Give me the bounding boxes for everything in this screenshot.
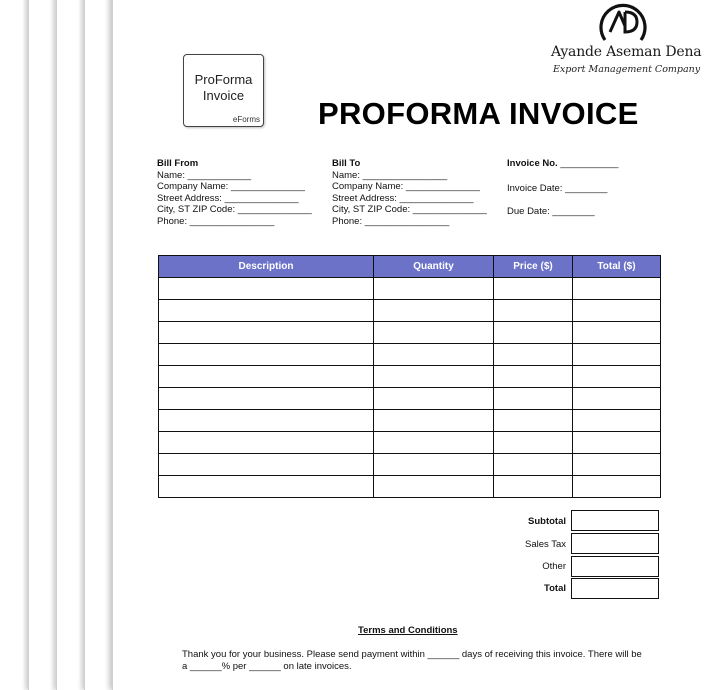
company-tagline: Export Management Company [553, 64, 701, 75]
table-row [159, 476, 661, 498]
total-cell[interactable] [573, 388, 661, 410]
bill-to-heading: Bill To [332, 158, 361, 169]
table-row [159, 410, 661, 432]
total-label: Total [544, 583, 566, 594]
other-label: Other [542, 561, 566, 572]
price-cell[interactable] [494, 410, 573, 432]
proforma-badge [183, 54, 264, 127]
description-cell[interactable] [159, 388, 374, 410]
quantity-cell[interactable] [374, 410, 494, 432]
price-cell[interactable] [494, 476, 573, 498]
total-cell[interactable] [573, 410, 661, 432]
terms-text: Thank you for your business. Please send payment within ______ days of receiving this invoice. There will be a ______% per ______ on late invoices. [182, 649, 642, 672]
quantity-cell[interactable] [374, 322, 494, 344]
column-header-price: Price ($) [494, 256, 573, 278]
total-cell[interactable] [573, 300, 661, 322]
price-cell[interactable] [494, 278, 573, 300]
quantity-cell[interactable] [374, 454, 494, 476]
table-row [159, 366, 661, 388]
table-row [159, 454, 661, 476]
invoice-number-label: Invoice No. [507, 158, 558, 169]
description-cell[interactable] [159, 454, 374, 476]
description-cell[interactable] [159, 476, 374, 498]
badge-title [184, 72, 263, 104]
table-row [159, 388, 661, 410]
quantity-cell[interactable] [374, 476, 494, 498]
table-row [159, 344, 661, 366]
due-date-field[interactable]: Due Date: ________ [507, 206, 595, 217]
total-cell[interactable] [573, 366, 661, 388]
description-cell[interactable] [159, 432, 374, 454]
invoice-date-field[interactable]: Invoice Date: ________ [507, 183, 608, 194]
description-cell[interactable] [159, 300, 374, 322]
total-cell[interactable] [573, 278, 661, 300]
badge-title-line2: Invoice [202, 88, 245, 103]
price-cell[interactable] [494, 344, 573, 366]
total-cell[interactable] [573, 476, 661, 498]
bill-to-block [332, 158, 487, 227]
bill-to-name[interactable]: Name: ________________ [332, 169, 448, 181]
price-cell[interactable] [494, 432, 573, 454]
quantity-cell[interactable] [374, 388, 494, 410]
bill-to-city[interactable]: City, ST ZIP Code: ______________ [332, 204, 487, 215]
description-cell[interactable] [159, 322, 374, 344]
table-row [159, 300, 661, 322]
total-box[interactable] [571, 578, 659, 599]
quantity-cell[interactable] [374, 432, 494, 454]
table-row [159, 322, 661, 344]
sales-tax-label: Sales Tax [524, 539, 566, 550]
bill-from-heading: Bill From [157, 158, 199, 169]
bill-to-phone[interactable]: Phone: ________________ [332, 215, 450, 227]
line-items-table [158, 255, 661, 498]
bill-from-company[interactable]: Company Name: ______________ [157, 181, 305, 192]
total-cell[interactable] [573, 344, 661, 366]
quantity-cell[interactable] [374, 344, 494, 366]
table-row [159, 278, 661, 300]
subtotal-label: Subtotal [528, 516, 566, 527]
bill-from-phone[interactable]: Phone: ________________ [157, 215, 275, 227]
other-box[interactable] [571, 556, 659, 577]
badge-brand: eForms [232, 115, 260, 124]
table-row [159, 432, 661, 454]
column-header-description: Description [159, 256, 374, 278]
sales-tax-box[interactable] [571, 533, 659, 554]
bill-to-street[interactable]: Street Address: ______________ [332, 192, 474, 204]
quantity-cell[interactable] [374, 300, 494, 322]
invoice-number-blank[interactable]: ___________ [560, 158, 619, 169]
subtotal-box[interactable] [571, 510, 659, 531]
total-cell[interactable] [573, 432, 661, 454]
price-cell[interactable] [494, 322, 573, 344]
description-cell[interactable] [159, 344, 374, 366]
column-header-quantity: Quantity [374, 256, 494, 278]
bill-from-street[interactable]: Street Address: ______________ [157, 192, 299, 204]
price-cell[interactable] [494, 366, 573, 388]
bill-from-block [157, 158, 312, 227]
total-cell[interactable] [573, 454, 661, 476]
quantity-cell[interactable] [374, 366, 494, 388]
invoice-number-field[interactable] [507, 158, 618, 169]
column-header-total: Total ($) [573, 256, 661, 278]
badge-title-line1: ProForma [194, 72, 253, 87]
table-header-row [159, 256, 661, 278]
description-cell[interactable] [159, 278, 374, 300]
price-cell[interactable] [494, 388, 573, 410]
terms-title: Terms and Conditions [358, 625, 458, 636]
total-cell[interactable] [573, 322, 661, 344]
ad-monogram-icon [597, 0, 649, 42]
company-name: Ayande Aseman Dena [551, 44, 702, 60]
bill-from-city[interactable]: City, ST ZIP Code: ______________ [157, 204, 312, 215]
description-cell[interactable] [159, 366, 374, 388]
bill-to-company[interactable]: Company Name: ______________ [332, 181, 480, 192]
bill-from-name[interactable]: Name: ____________ [157, 169, 252, 181]
quantity-cell[interactable] [374, 278, 494, 300]
price-cell[interactable] [494, 454, 573, 476]
description-cell[interactable] [159, 410, 374, 432]
document-title: PROFORMA INVOICE [318, 96, 639, 131]
price-cell[interactable] [494, 300, 573, 322]
